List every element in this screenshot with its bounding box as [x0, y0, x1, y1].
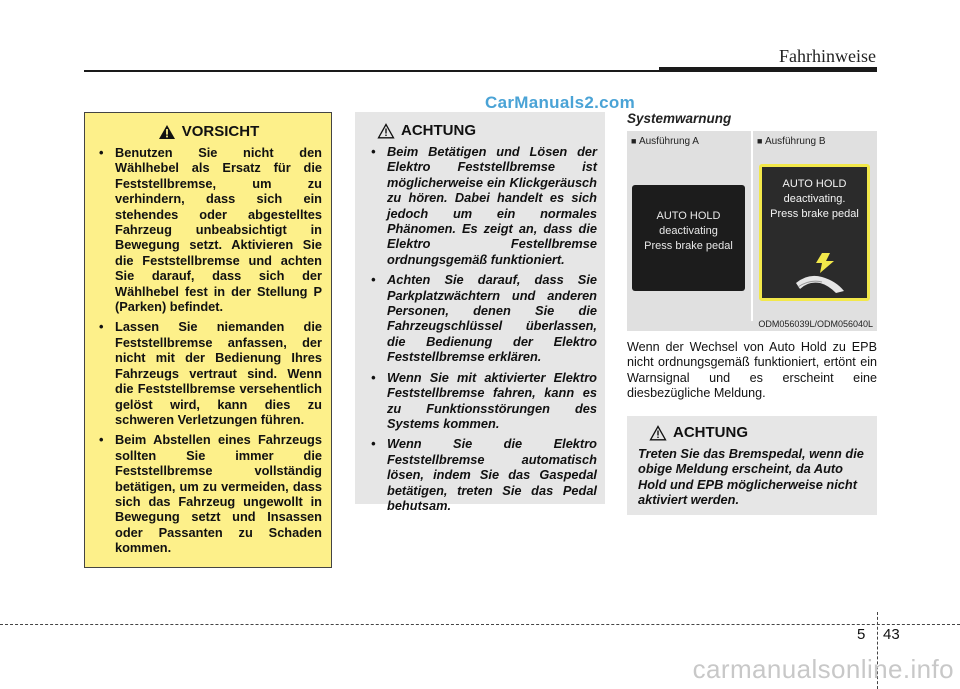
page-number: 43: [883, 626, 900, 643]
warning-triangle-icon: [649, 425, 667, 441]
chapter-number: 5: [857, 626, 866, 643]
header-rule-thick: [659, 67, 877, 72]
auto-hold-figure: [627, 131, 877, 331]
figure-label-a: ■ Ausführung A: [631, 136, 699, 147]
footer-rule: [0, 624, 960, 625]
list-item: • Wenn Sie mit aktivierter Elektro Feststellbremse fahren, kann es zu Funktionsstörungen des Systems kommen.: [367, 370, 597, 432]
list-item: • Beim Abstellen eines Fahrzeugs sollten Sie immer die Feststellbremse vollständig betätigen, um zu vermeiden, dass sich das Fahrzeug ungewollt in Bewegung setzt und Insassen oder Passanten zu Schaden kommen.: [95, 432, 322, 555]
list-item: • Lassen Sie niemanden die Feststellbremse anfassen, der nicht mit der Bedienung Ihres Fahrzeugs vertraut sind. Wenn die Feststellbremse versehentlich gelöst wird, kann dies zu schweren Verletzungen führen.: [95, 319, 322, 427]
achtung-title-2: ACHTUNG: [673, 424, 748, 441]
achtung-header-1: [367, 122, 597, 139]
warning-triangle-icon: [158, 124, 176, 140]
brake-pedal-icon: [792, 249, 848, 295]
watermark-bottom[interactable]: carmanualsonline.info: [692, 654, 954, 684]
achtung-title-1: ACHTUNG: [401, 122, 476, 139]
vorsicht-title: VORSICHT: [181, 123, 260, 140]
section-title: Fahrhinweise: [779, 46, 876, 66]
warning-triangle-icon: [377, 123, 395, 139]
panel-b-line: AUTO HOLD: [782, 178, 847, 190]
list-item: • Wenn Sie die Elektro Feststellbremse automatisch lösen, indem Sie das Gaspedal betätigen, treten Sie das Pedal behutsam.: [367, 436, 597, 513]
list-item: • Benutzen Sie nicht den Wählhebel als Ersatz für die Feststellbremse, um zu verhindern, dass sich ein stehendes oder abgestelltes Fahrzeug unbeabsichtigt in Bewegung setzt. Aktivieren Sie die Feststellbremse und achten Sie darauf, dass sich der Wählhebel fest in der Stellung P (Parken) befindet.: [95, 145, 322, 314]
achtung-text-2: Treten Sie das Bremspedal, wenn die obige Meldung erscheint, da Auto Hold und EPB möglicherweise nicht aktiviert werden.: [638, 446, 864, 508]
cluster-display-a: [632, 185, 745, 291]
panel-a-line: AUTO HOLD: [656, 210, 721, 222]
figure-variant-a: [627, 131, 751, 321]
header-rule-thin: [84, 70, 659, 72]
vorsicht-list: [95, 145, 322, 556]
panel-a-line: deactivating: [659, 225, 718, 237]
achtung-box-1: [355, 112, 605, 513]
systemwarnung-title: Systemwarnung: [627, 111, 732, 126]
cluster-display-b: [759, 164, 870, 301]
list-item: • Beim Betätigen und Lösen der Elektro Feststellbremse ist möglicherweise ein Klickgeräusch zu hören. Dabei handelt es sich jedoch um ein normales Phänomen. Es zeigt an, dass die Elektro Festellbremse ordnungsgemäß funktioniert.: [367, 144, 597, 267]
figure-variant-b: [753, 131, 877, 321]
figure-label-b: ■ Ausführung B: [757, 136, 826, 147]
watermark-top[interactable]: CarManuals2.com: [485, 93, 635, 112]
vorsicht-header: [95, 123, 322, 140]
panel-b-line: deactivating.: [783, 193, 846, 205]
achtung-box-2: [627, 416, 877, 515]
panel-a-line: Press brake pedal: [644, 240, 733, 252]
panel-b-line: Press brake pedal: [770, 208, 859, 220]
achtung-list-1: [367, 144, 597, 513]
list-item: • Achten Sie darauf, dass Sie Parkplatzwächtern und anderen Personen, denen Sie die Fahrzeugschlüssel überlassen, die Bedienung der Elektro Feststellbremse erklären.: [367, 272, 597, 364]
systemwarnung-body: Wenn der Wechsel von Auto Hold zu EPB nicht ordnungsgemäß funktioniert, ertönt ein Warnsignal und es erscheint eine diesbezügliche Meldung.: [627, 340, 877, 400]
vorsicht-box: [84, 112, 332, 568]
figure-code: ODM056039L/ODM056040L: [758, 319, 873, 329]
achtung-header-2: [637, 424, 869, 441]
